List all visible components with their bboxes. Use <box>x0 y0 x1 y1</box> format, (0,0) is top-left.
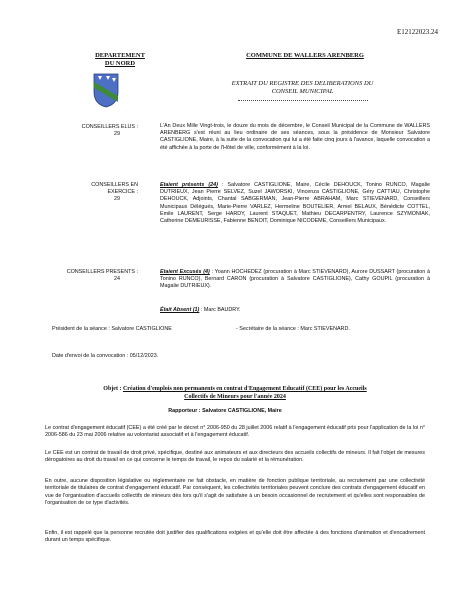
absent-heading: Était Absent (1) <box>160 307 200 313</box>
extrait-line-2: CONSEIL MUNICIPAL <box>271 88 334 95</box>
presents-count: 24 <box>114 276 120 282</box>
elus-count: 29 <box>114 131 120 137</box>
presents-heading: Etaient présents (24) <box>160 182 218 188</box>
president-line: Président de la séance : Salvatore CASTIGLIONE <box>52 326 172 332</box>
objet-line-2: Collectifs de Mineurs pour l'année 2024 <box>184 394 286 400</box>
presents-label-block <box>66 269 138 283</box>
objet-prefix: Objet : <box>103 386 122 392</box>
presents-text: : Salvatore CASTIGLIONE, Maire, Cécile DEHOUCK, Tonino RUNCO, Magalie DUTRIEUX, Jean Pierre SELVEZ, Suzel JAWORSKI, Vincenza CASTIGLIONE, Géry CATTIAU, Christophe DEHOUCK, Adjoints, Chantal SABGERMAN, Jean-Pierre ABRAHAM, Marc STIEVENARD, Conseillers Municipaux Délégués, Marie-Pierre VARLEZ, Hermeline BOUTELIER, Armel BELAUX, Bénédicte COTTEL, Emile LAURENT, Serge HARDY, Laurent STAQUET, Mathieu DECARPENTRY, Laurence SZYMONIAK, Catherine DEMEURISSE, Fabienne BENOIT, Dominique NICODEME, Conseillers Municipaux. <box>160 182 430 225</box>
extrait-title <box>200 80 405 96</box>
elus-label-block <box>66 124 138 138</box>
secretaire-line: - Secrétaire de la séance : Marc STIEVENARD. <box>236 326 350 332</box>
extrait-line-1: EXTRAIT DU REGISTRE DES DELIBERATIONS DU <box>231 80 374 87</box>
intro-paragraph: L'An Deux Mille Vingt-trois, le douze du mois de décembre, le Conseil Municipal de la Commune de WALLERS ARENBERG s'est réuni au lieu ordinaire de ses séances, sous la présidence de Monsieur Salvatore CASTIGLIONE, Maire, à la suite de la convocation qui lui a été faite cinq jours à l'avance, laquelle convocation a été affichée à la porte de l'Hôtel de ville, conformément à la loi. <box>160 123 430 151</box>
objet-title <box>45 385 425 401</box>
presents-paragraph <box>160 182 430 225</box>
elus-label: CONSEILLERS ELUS : <box>81 124 138 130</box>
paragraph-2: Le CEE est un contrat de travail de droit privé, spécifique, destiné aux animateurs et aux directeurs des accueils collectifs de mineurs. Il fait l'objet de mesures dérogatoires au droit du travail en ce qui concerne le temps de travail, le repos du salarié et la rémunération. <box>45 450 425 464</box>
excuses-text: : Yoann HOCHEDEZ (procuration à Marc STIEVENARD), Aurore DUSSART (procuration à Tonino RUNCO), Bernard CARON (procuration à Salvatore CASTIGLIONE), Cathy GOUPIL (procuration à Magalie DUTRIEUX). <box>160 269 430 290</box>
commune-title: COMMUNE DE WALLERS ARENBERG <box>246 52 364 59</box>
commune-crest-logo <box>92 72 120 108</box>
paragraph-1: Le contrat d'engagement éducatif (CEE) a été créé par le décret n° 2006-950 du 28 juillet 2006 relatif à l'engagement éducatif pris pour l'application de la loi n° 2006-586 du 23 mai 2006 relative au volontariat associatif et à l'engagement éducatif. <box>45 425 425 439</box>
department-line-1: DEPARTEMENT <box>95 52 145 59</box>
rapporteur-line: Rapporteur : Salvatore CASTIGLIONE, Maire <box>168 408 282 414</box>
objet-line-1: Création d'emplois non permanents en contrat d'Engagement Educatif (CEE) pour les Accueils <box>122 386 367 392</box>
absent-paragraph <box>160 307 430 314</box>
department-line-2: DU NORD <box>104 60 136 67</box>
excuses-paragraph <box>160 269 430 291</box>
exercice-count: 29 <box>114 196 120 202</box>
paragraph-3: En outre, aucune disposition législative ou réglementaire ne fait obstacle, en matière de fonction publique territoriale, au recrutement par une collectivité territoriale de titulaires de contrat d'engagement éducatif. Par conséquent, les collectivités territoriales peuvent conclure des contrats d'engagement éducatif en vue de l'organisation d'accueils collectifs de mineurs dès lors qu'il s'agit de satisfaire à un besoin occasionnel de recrutement et qu'elles sont responsables de l'organisation de ce type d'activités. <box>45 478 425 507</box>
convocation-date: Date d'envoi de la convocation : 05/12/2023. <box>52 353 159 359</box>
dotted-separator <box>238 100 368 101</box>
presents-label: CONSEILLERS PRESENTS : <box>66 269 138 275</box>
absent-text: : Marc BAUDRY. <box>200 307 241 313</box>
department-header <box>80 52 160 68</box>
document-reference: E12122023.24 <box>396 28 438 36</box>
exercice-label: CONSEILLERS EN EXERCICE : <box>91 182 138 195</box>
paragraph-4: Enfin, il est rappelé que la personne recrutée doit justifier des qualifications exigées et qu'elle doit être affectée à des fonctions d'animation et d'encadrement durant un temps spécifique. <box>45 530 425 544</box>
exercice-label-block <box>66 182 138 203</box>
excuses-heading: Etaient Excusés (4) <box>160 269 210 275</box>
